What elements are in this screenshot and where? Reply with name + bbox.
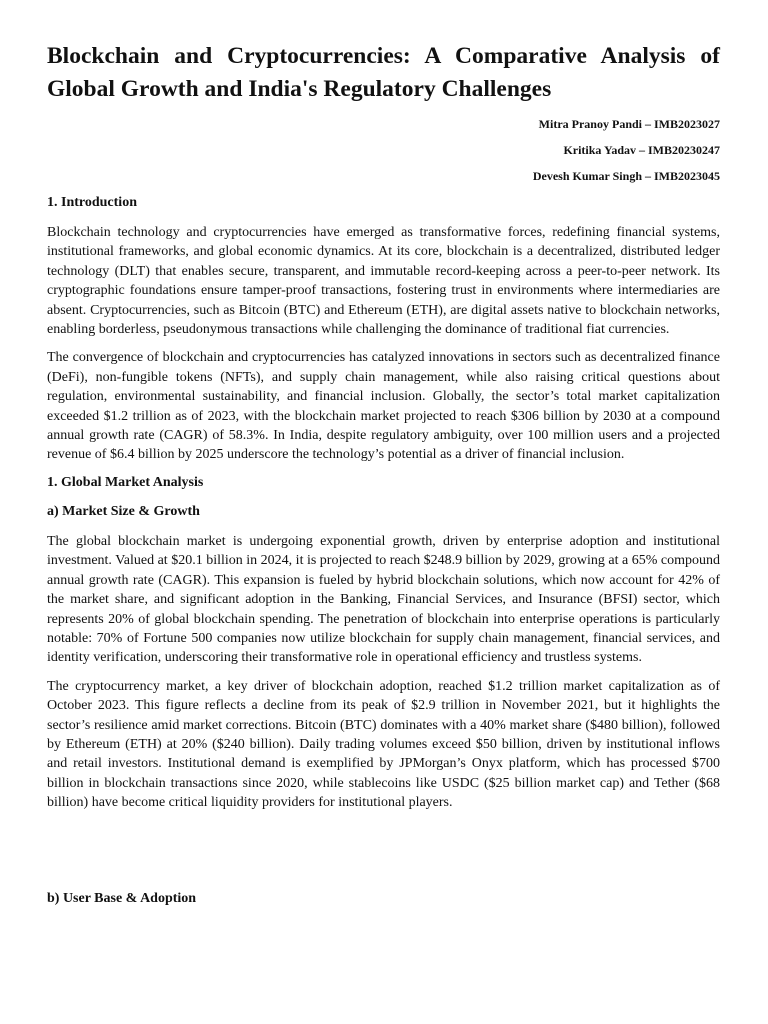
intro-paragraph: The convergence of blockchain and cryptocurrencies has catalyzed innovations in sectors such as decentralized finance (DeFi), non-fungible tokens (NFTs), and supply chain management, while also raising critical questions about regulation, environmental sustainability, and financial inclusion. Globally, the sector’s total market capitalization exceeded $1.2 trillion as of 2023, with the blockchain market projected to reach $306 billion by 2030 at a compound annual growth rate (CAGR) of 58.3%. In India, despite regulatory ambiguity, over 100 million users and a projected revenue of $6.4 billion by 2025 underscore the technology’s potential as a driver of financial inclusion. [47, 350, 720, 463]
market-paragraph: The cryptocurrency market, a key driver of blockchain adoption, reached $1.2 trillion market capitalization as of October 2023. This figure reflects a decline from its peak of $2.9 trillion in November 2021, but it highlights the sector’s resilience amid market corrections. Bitcoin (BTC) dominates with a 40% market share ($480 billion), followed by Ethereum (ETH) at 20% ($240 billion). Daily trading volumes exceed $50 billion, driven by institutional inflows and retail investors. Institutional demand is exemplified by JPMorgan’s Onyx platform, which has processed $700 billion in blockchain transactions since 2020, while stablecoins like USDC ($25 billion market cap) and Tether ($68 billion) have become critical liquidity providers for institutional players. [47, 678, 720, 811]
author-line: Mitra Pranoy Pandi – IMB2023027 [538, 117, 720, 131]
paper-title: Blockchain and Cryptocurrencies: A Comparative Analysis of Global Growth and India's Regulatory Challenges [47, 43, 720, 102]
section-heading-global-market: 1. Global Market Analysis [47, 474, 204, 490]
market-paragraph: The global blockchain market is undergoing exponential growth, driven by enterprise adoption and institutional investment. Valued at $20.1 billion in 2024, it is projected to reach $248.9 billion by 2029, growing at a 65% compound annual growth rate (CAGR). This expansion is fueled by hybrid blockchain solutions, which now account for 42% of the market share, and significant adoption in the Banking, Financial Services, and Insurance (BFSI) sector, which represents 20% of global blockchain spending. The penetration of blockchain into enterprise operations is particularly notable: 70% of Fortune 500 companies now utilize blockchain for supply chain management, financial services, and identity verification, underscoring their transformative role in operational efficiency and trustless systems. [47, 533, 720, 666]
page-spacer [47, 822, 720, 882]
subsection-heading-user-base: b) User Base & Adoption [47, 890, 197, 906]
author-line: Kritika Yadav – IMB20230247 [563, 143, 720, 157]
subsection-heading-market-size: a) Market Size & Growth [47, 503, 200, 519]
section-heading-introduction: 1. Introduction [47, 195, 137, 210]
intro-paragraph: Blockchain technology and cryptocurrencies have emerged as transformative forces, redefining financial systems, institutional frameworks, and global economic dynamics. At its core, blockchain is a decentralized, distributed ledger technology (DLT) that enables secure, transparent, and immutable record-keeping across a peer-to-peer network. Its cryptographic foundations ensure tamper-proof transactions, fostering trust in environments where intermediaries are absent. Cryptocurrencies, such as Bitcoin (BTC) and Ethereum (ETH), are digital assets native to blockchain networks, enabling borderless, pseudonymous transactions while challenging the dominance of traditional fiat currencies. [47, 225, 720, 338]
paper-page [47, 40, 720, 919]
author-line: Devesh Kumar Singh – IMB2023045 [532, 169, 720, 183]
